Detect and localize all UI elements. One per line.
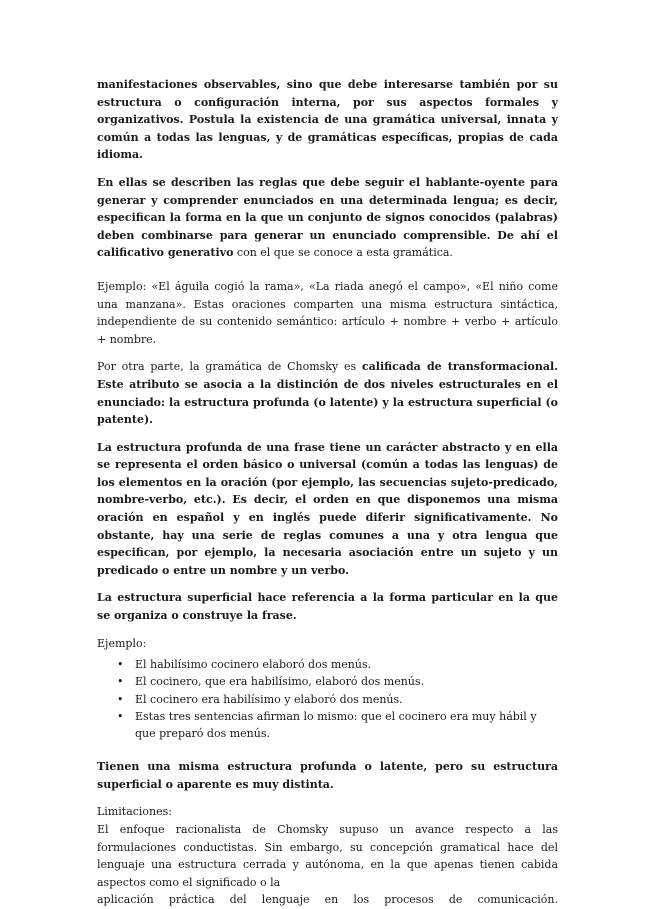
paragraph-generative [97, 174, 558, 262]
list-item-text: Estas tres sentencias afirman lo mismo: que el cocinero era muy hábil y que preparó dos menús. [135, 709, 537, 741]
paragraph-generative-normal: con el que se conoce a esta gramática. [233, 246, 453, 260]
paragraph-conclusion: Tienen una misma estructura profunda o latente, pero su estructura superficial o aparente es muy distinta. [97, 760, 558, 791]
bullet-icon: • [117, 692, 124, 706]
list-item-text: El cocinero, que era habilísimo, elaboró dos menús. [135, 675, 425, 689]
paragraph-surface-structure: La estructura superficial hace referencia a la forma particular en la que se organiza o construye la frase. [97, 591, 558, 623]
list-item [97, 708, 558, 742]
example-label: Ejemplo: [97, 636, 147, 650]
paragraph-generative-bold: En ellas se describen las reglas que debe seguir el hablante-oyente para generar y comprender enunciados en una determinada lengua; es decir, especifican la forma en la que un conjunto de signos conocidos (palabras) deben combinarse para generar un enunciado comprensible. De ahí el calificativo generativo [97, 175, 558, 260]
list-item [97, 656, 558, 673]
paragraph-transformational [97, 358, 558, 428]
list-item [97, 691, 558, 708]
bullet-icon: • [117, 675, 124, 689]
paragraph-transformational-normal: Por otra parte, la gramática de Chomsky es [97, 360, 362, 374]
bullet-icon: • [117, 658, 124, 672]
paragraph-example-sentences: Ejemplo: «El águila cogió la rama», «La riada anegó el campo», «El niño come una manzana». Estas oraciones comparten una misma estructura sintáctica, independiente de su contenido semántico: artículo + nombre + verbo + artículo + nombre. [97, 279, 558, 346]
bullet-icon: • [117, 709, 124, 723]
limitations-label: Limitaciones: [97, 805, 172, 819]
list-item-text: El habilísimo cocinero elaboró dos menús. [135, 658, 372, 672]
paragraph-limitations: El enfoque racionalista de Chomsky supuso un avance respecto a las formulaciones conductistas. Sin embargo, su concepción gramatical hace del lenguaje una estructura cerrada y autónoma, en la que apenas tienen cabida aspectos como el significado o la [97, 823, 558, 889]
paragraph-limitations-last-line: aplicación práctica del lenguaje en los procesos de comunicación. [97, 893, 558, 907]
paragraph-grammar-universal: manifestaciones observables, sino que debe interesarse también por su estructura o configuración interna, por sus aspectos formales y organizativos. Postula la existencia de una gramática universal, innata y común a todas las lenguas, y de gramáticas específicas, propias de cada idioma. [97, 78, 558, 162]
paragraph-transformational-bold: calificada de transformacional. Este atributo se asocia a la distinción de dos niveles estructurales en el enunciado: la estructura profunda (o latente) y la estructura superficial (o patente). [97, 360, 558, 427]
example-bullet-list [97, 656, 558, 742]
list-item [97, 673, 558, 690]
list-item-text: El cocinero era habilísimo y elaboró dos menús. [135, 692, 403, 706]
paragraph-deep-structure: La estructura profunda de una frase tiene un carácter abstracto y en ella se representa el orden básico o universal (común a todas las lenguas) de los elementos en la oración (por ejemplo, las secuencias sujeto-predicado, nombre-verbo, etc.). Es decir, el orden en que disponemos una misma oración en español y en inglés puede diferir significativamente. No obstante, hay una serie de reglas comunes a una y otra lengua que especifican, por ejemplo, la necesaria asociación entre un sujeto y un predicado o entre un nombre y un verbo. [97, 440, 558, 577]
